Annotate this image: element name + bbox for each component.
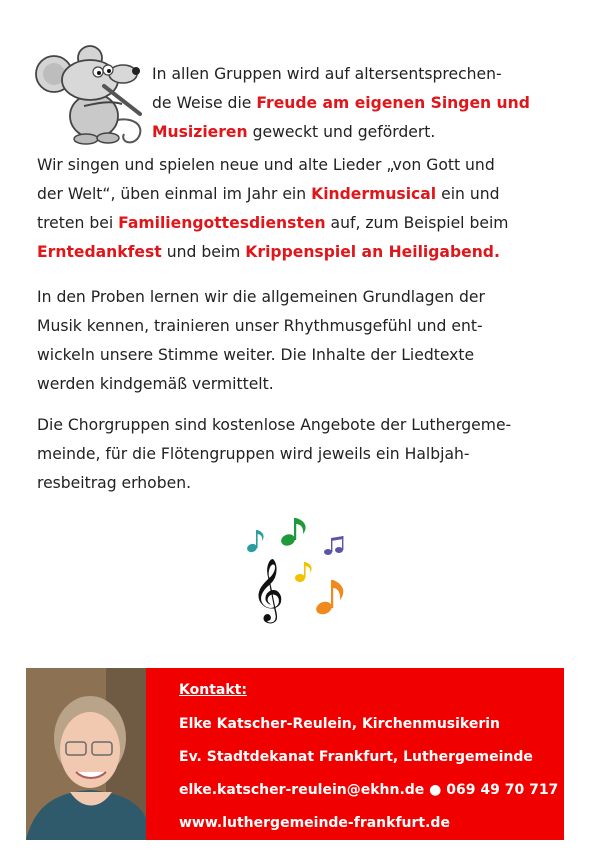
activities-line-3 [37,209,572,238]
contact-heading: Kontakt: [179,682,247,698]
cost-line-3: resbeitrag erhoben. [37,474,192,492]
svg-text:𝄞: 𝄞 [252,558,284,621]
intro-line-3 [152,118,572,147]
body-text: auf, zum Beispiel beim [325,214,509,232]
body-text: und beim [161,243,246,261]
highlight-text: Familiengottesdiensten [118,214,326,232]
contact-email-phone[interactable]: elke.katscher-reulein@ekhn.de ● 069 49 70 717 [179,782,559,798]
rehearsal-paragraph [37,283,572,399]
rehearsal-line-4: werden kindgemäß vermittelt. [37,375,274,393]
body-text: der Welt“, üben einmal im Jahr ein [37,185,312,203]
body-text: ein und [436,185,500,203]
intro-text: de Weise die [152,94,257,112]
contact-box [146,668,564,840]
intro-line-2 [152,89,572,118]
cost-line-1: Die Chorgruppen sind kostenlose Angebote der Luthergeme- [37,416,512,434]
activities-paragraph [37,151,572,267]
rehearsal-line-2: Musik kennen, trainieren unser Rhythmusgefühl und ent- [37,317,483,335]
highlight-text: Krippenspiel an Heiligabend. [245,243,500,261]
contact-name: Elke Katscher-Reulein, Kirchenmusikerin [179,716,501,732]
highlight-text: Musizieren [152,123,248,141]
cost-paragraph [37,411,572,498]
highlight-text: Erntedankfest [37,243,162,261]
intro-text: geweckt und gefördert. [247,123,436,141]
highlight-text: Freude am eigenen Singen und [256,94,530,112]
cost-line-2: meinde, für die Flötengruppen wird jeweils ein Halbjah- [37,445,470,463]
mouse-illustration [28,44,154,148]
activities-line-4 [37,238,572,267]
contact-website-link[interactable]: www.luthergemeinde-frankfurt.de [179,815,450,831]
highlight-text: Kindermusical [311,185,437,203]
music-notes-illustration [238,516,358,624]
activities-line-1: Wir singen und spielen neue und alte Lieder „von Gott und [37,156,495,174]
contact-organization: Ev. Stadtdekanat Frankfurt, Luthergemeinde [179,749,533,765]
intro-line-1: In allen Gruppen wird auf altersentsprechen- [152,65,502,83]
rehearsal-line-1: In den Proben lernen wir die allgemeinen Grundlagen der [37,288,485,306]
portrait-photo [26,668,146,840]
body-text: treten bei [37,214,119,232]
rehearsal-line-3: wickeln unsere Stimme weiter. Die Inhalte der Liedtexte [37,346,475,364]
intro-paragraph [152,60,572,147]
activities-line-2 [37,180,572,209]
